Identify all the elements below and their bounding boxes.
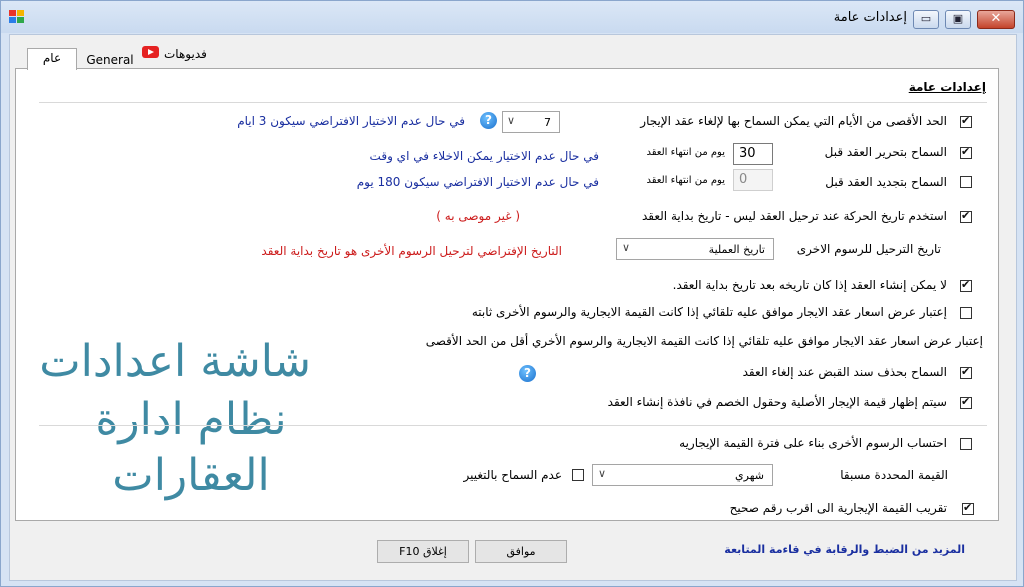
use-movement-date-label: استخدم تاريخ الحركة عند ترحيل العقد ليس - تاريخ بداية العقد	[641, 209, 947, 223]
watermark-line-1: شاشة اعدادات	[39, 336, 311, 387]
other-fees-date-label: تاريخ الترحيل للرسوم الاخرى	[796, 242, 941, 256]
other-fees-date-note: التاريخ الإفتراضي لترحيل الرسوم الأخرى هو تاريخ بداية العقد	[261, 244, 562, 258]
tab-general-arabic[interactable]: عام	[27, 48, 77, 70]
help-icon[interactable]: ?	[519, 365, 536, 382]
round-value-label: تقريب القيمة الإيجارية الى اقرب رقم صحيح	[729, 501, 947, 515]
help-icon[interactable]: ?	[480, 112, 497, 129]
allow-renew-days-input[interactable]: 0	[733, 169, 773, 191]
close-f10-button[interactable]: إغلاق F10	[377, 540, 469, 563]
window-title: إعدادات عامة	[833, 10, 907, 25]
allow-edit-note: في حال عدم الاختيار يمكن الاخلاء في اي وقت	[369, 149, 599, 163]
allow-edit-label: السماح بتحرير العقد قبل	[824, 145, 947, 159]
watermark-line-3: العقارات	[112, 450, 270, 501]
use-movement-date-checkbox[interactable]	[960, 211, 972, 223]
chevron-down-icon: ∨	[507, 114, 516, 127]
auto-approve-fixed-label: إعتبار عرض اسعار عقد الايجار موافق عليه تلقائي إذا كانت القيمة الايجارية والرسوم الأخرى ثابته	[471, 305, 947, 319]
allow-edit-unit: يوم من انتهاء العقد	[646, 147, 725, 158]
no-backdate-checkbox[interactable]	[960, 280, 972, 292]
group-divider-bottom	[39, 425, 987, 426]
tab-general[interactable]: General	[86, 53, 134, 67]
app-icon	[9, 10, 25, 24]
preset-value-label: القيمة المحددة مسبقا	[840, 468, 948, 482]
no-backdate-label: لا يمكن إنشاء العقد إذا كان تاريخه بعد تاريخ بداية العقد.	[672, 278, 947, 292]
show-original-value-checkbox[interactable]	[960, 397, 972, 409]
tab-videos[interactable]: فديوهات	[164, 47, 207, 61]
max-cancel-days-checkbox[interactable]	[960, 116, 972, 128]
chevron-down-icon: ∨	[622, 241, 631, 254]
max-cancel-days-label: الحد الأقصى من الأيام التي يمكن السماح بها لإلغاء عقد الإيجار	[640, 114, 947, 128]
no-change-checkbox[interactable]	[572, 469, 584, 481]
allow-renew-checkbox[interactable]	[960, 176, 972, 188]
other-fees-date-value: تاريخ العملية	[708, 243, 765, 256]
not-recommended-note: ( غير موصى به )	[436, 209, 520, 223]
preset-value-value: شهري	[735, 469, 764, 482]
max-cancel-days-select[interactable]	[502, 111, 560, 133]
allow-renew-unit: يوم من انتهاء العقد	[646, 175, 725, 186]
close-window-button[interactable]: ✕	[977, 10, 1015, 29]
auto-approve-min-label: إعتبار عرض اسعار عقد الايجار موافق عليه تلقائي إذا كانت القيمة الايجارية والرسوم الأخري أقل من الحد الأقصى	[425, 334, 983, 348]
chevron-down-icon: ∨	[598, 467, 607, 480]
maximize-button[interactable]: ▣	[945, 10, 971, 29]
max-cancel-days-value: 7	[544, 116, 551, 129]
allow-edit-days-input[interactable]: 30	[733, 143, 773, 165]
round-value-checkbox[interactable]	[962, 503, 974, 515]
calc-other-fees-label: احتساب الرسوم الأخرى بناء على فترة القيمة الإيجاريه	[679, 436, 947, 450]
allow-renew-label: السماح بتجديد العقد قبل	[825, 175, 947, 189]
group-divider-top	[39, 102, 987, 103]
preset-value-select[interactable]	[592, 464, 773, 486]
other-fees-date-select[interactable]	[616, 238, 774, 260]
delete-receipt-checkbox[interactable]	[960, 367, 972, 379]
ok-button[interactable]: موافق	[475, 540, 567, 563]
max-cancel-days-note: في حال عدم الاختيار الافتراضي سيكون 3 ايام	[237, 114, 465, 128]
allow-renew-note: في حال عدم الاختيار الافتراضي سيكون 180 يوم	[356, 175, 599, 189]
section-title: إعدادات عامة	[908, 80, 986, 94]
minimize-button[interactable]: ▭	[913, 10, 939, 29]
calc-other-fees-checkbox[interactable]	[960, 438, 972, 450]
show-original-value-label: سيتم إظهار قيمة الإيجار الأصلية وحقول الخصم في نافذة إنشاء العقد	[607, 395, 947, 409]
youtube-icon	[142, 46, 159, 58]
more-controls-link[interactable]: المزيد من الضبط والرقابة في قاءمة المتابعة	[724, 543, 965, 556]
watermark-line-2: نظام ادارة	[95, 394, 287, 445]
allow-edit-checkbox[interactable]	[960, 147, 972, 159]
delete-receipt-label: السماح بحذف سند القبض عند إلغاء العقد	[742, 365, 947, 379]
title-bar	[1, 1, 1023, 33]
auto-approve-fixed-checkbox[interactable]	[960, 307, 972, 319]
no-change-label: عدم السماح بالتغيير	[463, 468, 562, 482]
